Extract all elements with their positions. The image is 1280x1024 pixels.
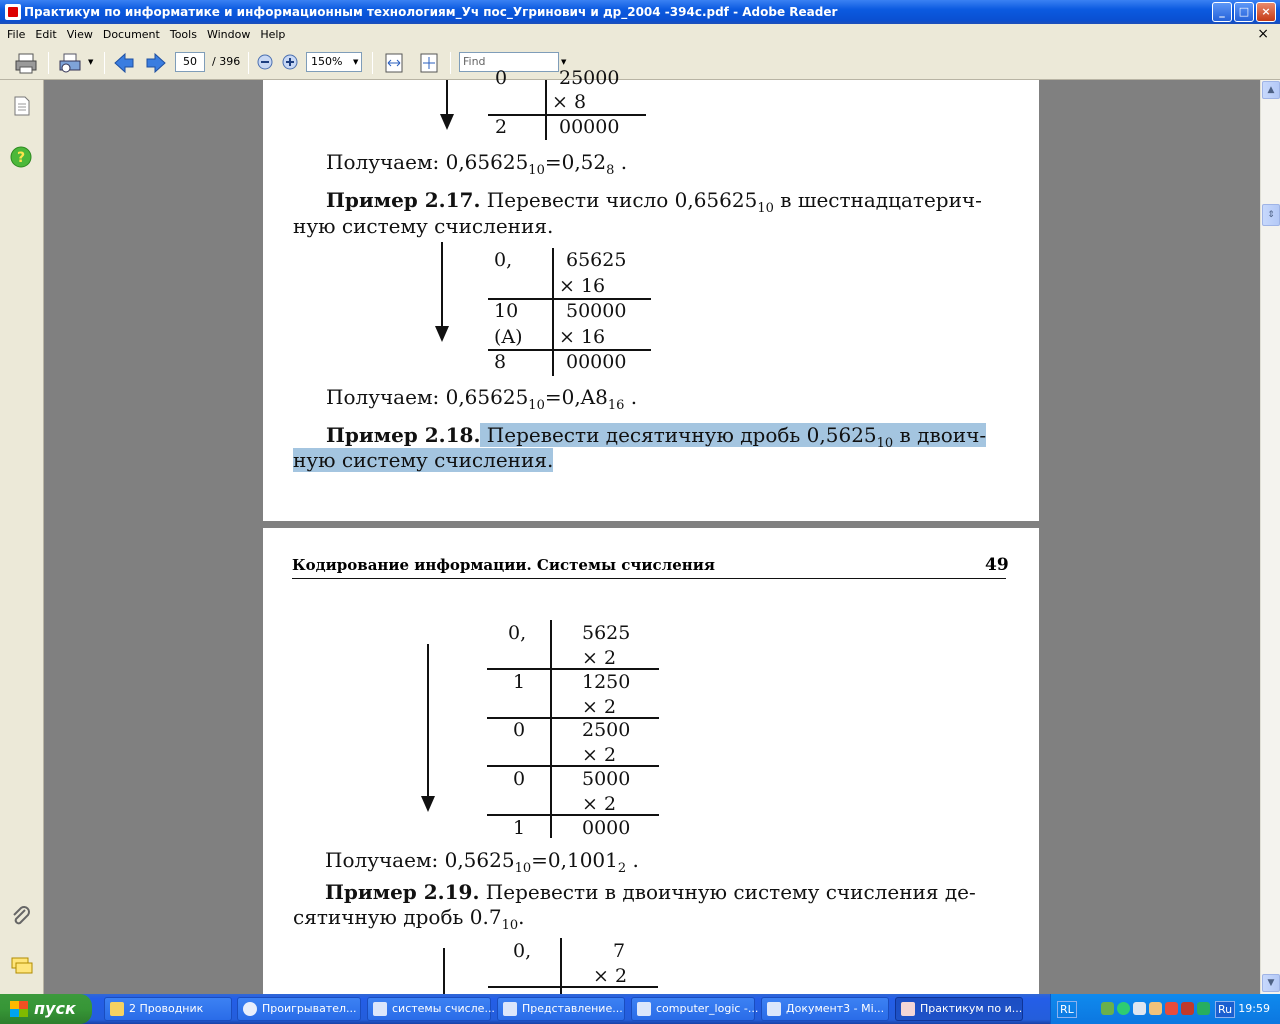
table-divider bbox=[545, 80, 547, 140]
example-text: сятичную дробь $0.7_{10}$. bbox=[293, 905, 525, 933]
keyboard-layout-indicator[interactable]: Ru bbox=[1215, 1001, 1235, 1018]
table-cell: 0 bbox=[513, 768, 526, 790]
taskbar-item[interactable]: системы счисле... bbox=[367, 997, 491, 1021]
chevron-down-icon[interactable]: ▼ bbox=[561, 58, 567, 66]
chevron-down-icon[interactable]: ▼ bbox=[353, 58, 359, 66]
arrow-head bbox=[421, 796, 435, 812]
table-cell: × 2 bbox=[582, 696, 617, 718]
document-view[interactable] bbox=[44, 67, 1260, 994]
table-cell: 5625 bbox=[582, 622, 631, 644]
zoom-select[interactable]: 150% bbox=[306, 52, 362, 72]
table-cell: 25000 bbox=[559, 67, 620, 89]
network-icon[interactable] bbox=[1101, 1002, 1114, 1015]
arrow-line bbox=[446, 80, 448, 116]
next-page-icon[interactable] bbox=[145, 52, 167, 74]
system-tray bbox=[1050, 994, 1280, 1024]
find-tools-icon[interactable] bbox=[58, 52, 84, 74]
pdf-page bbox=[263, 67, 1039, 521]
status-icon[interactable] bbox=[1117, 1002, 1130, 1015]
toolbar-separator bbox=[48, 52, 49, 74]
table-cell: 1250 bbox=[582, 671, 631, 693]
table-cell: × 2 bbox=[582, 744, 617, 766]
comments-icon[interactable] bbox=[10, 956, 34, 976]
table-cell: 0, bbox=[494, 249, 513, 271]
title-bar bbox=[0, 0, 1280, 24]
close-button[interactable]: × bbox=[1256, 2, 1276, 22]
page-number-input[interactable]: 50 bbox=[175, 52, 205, 72]
word-icon bbox=[767, 1002, 781, 1016]
fit-page-icon[interactable] bbox=[418, 52, 440, 74]
page-total: / 396 bbox=[212, 55, 241, 68]
table-cell: × 2 bbox=[593, 965, 628, 987]
table-cell: 0, bbox=[513, 940, 532, 962]
example-text: ную систему счисления. bbox=[293, 448, 554, 472]
word-icon bbox=[373, 1002, 387, 1016]
tray-app-icon[interactable] bbox=[1165, 1002, 1178, 1015]
table-cell: 00000 bbox=[559, 116, 620, 138]
chevron-down-icon[interactable]: ▼ bbox=[88, 58, 94, 66]
taskbar-item[interactable]: Документ3 - Mi... bbox=[761, 997, 889, 1021]
table-cell: 2500 bbox=[582, 719, 631, 741]
table-divider bbox=[487, 814, 659, 816]
clock: 19:59 bbox=[1238, 1002, 1270, 1015]
help-icon[interactable] bbox=[10, 146, 32, 168]
table-cell: 50000 bbox=[566, 300, 627, 322]
taskbar-item[interactable]: Проигрывател... bbox=[237, 997, 361, 1021]
fit-width-icon[interactable] bbox=[383, 52, 405, 74]
toolbar-separator bbox=[372, 52, 373, 74]
print-icon[interactable] bbox=[14, 52, 38, 74]
table-cell: 0 bbox=[495, 67, 508, 89]
running-header: Кодирование информации. Системы счисления bbox=[292, 556, 715, 574]
menu-bar bbox=[0, 24, 1280, 45]
table-divider bbox=[488, 986, 658, 988]
table-cell: 00000 bbox=[566, 351, 627, 373]
table-cell: 1 bbox=[513, 817, 526, 839]
word-icon bbox=[503, 1002, 517, 1016]
table-divider bbox=[487, 765, 659, 767]
svg-text:?: ? bbox=[16, 150, 26, 166]
table-cell: × 2 bbox=[582, 793, 617, 815]
arrow-line bbox=[441, 242, 443, 326]
table-cell: × 2 bbox=[582, 647, 617, 669]
menu-view[interactable]: View bbox=[66, 28, 93, 41]
menu-tools[interactable]: Tools bbox=[169, 28, 197, 41]
table-cell: (A) bbox=[494, 326, 523, 348]
antivirus-icon[interactable] bbox=[1181, 1002, 1194, 1015]
table-cell: 10 bbox=[494, 300, 519, 322]
media-player-icon bbox=[243, 1002, 257, 1016]
example-heading: Пример 2.18. Перевести десятичную дробь $0,5625_{10}$ в двоич- bbox=[326, 423, 987, 451]
menu-document[interactable]: Document bbox=[102, 28, 160, 41]
maximize-button[interactable]: □ bbox=[1234, 2, 1254, 22]
table-cell: × 16 bbox=[559, 275, 606, 297]
table-cell: 0 bbox=[513, 719, 526, 741]
menu-help[interactable]: Help bbox=[260, 28, 286, 41]
pdf-page bbox=[263, 528, 1039, 1008]
table-cell: 2 bbox=[495, 116, 508, 138]
minimize-button[interactable]: _ bbox=[1212, 2, 1232, 22]
table-cell: 7 bbox=[613, 940, 626, 962]
zoom-in-icon[interactable] bbox=[281, 53, 299, 71]
document-close-icon[interactable]: × bbox=[1257, 26, 1269, 42]
table-cell: 0, bbox=[508, 622, 527, 644]
adobe-reader-icon bbox=[5, 4, 21, 20]
table-cell: × 16 bbox=[559, 326, 606, 348]
header-rule bbox=[292, 578, 1006, 579]
example-text: ную систему счисления. bbox=[293, 214, 554, 238]
example-heading: Пример 2.19. Перевести в двоичную систему счисления де- bbox=[325, 880, 976, 904]
page-number: 49 bbox=[985, 555, 1009, 575]
table-cell: 1 bbox=[513, 671, 526, 693]
word-icon bbox=[637, 1002, 651, 1016]
taskbar bbox=[0, 994, 1280, 1024]
table-divider bbox=[487, 668, 659, 670]
tray-app-icon[interactable] bbox=[1149, 1002, 1162, 1015]
result-line: Получаем: $0,65625_{10}=0,A8_{16}$ . bbox=[326, 385, 638, 413]
tray-app-icon[interactable] bbox=[1197, 1002, 1210, 1015]
menu-window[interactable]: Window bbox=[206, 28, 251, 41]
scroll-thumb[interactable]: ⇕ bbox=[1262, 204, 1280, 226]
find-input[interactable]: Find bbox=[459, 52, 559, 72]
menu-file[interactable]: File bbox=[7, 28, 26, 41]
taskbar-item-active[interactable]: Практикум по и... bbox=[895, 997, 1023, 1021]
arrow-head bbox=[440, 114, 454, 130]
volume-icon[interactable] bbox=[1133, 1002, 1146, 1015]
attachments-icon[interactable] bbox=[10, 906, 32, 928]
folder-icon bbox=[110, 1002, 124, 1016]
start-button[interactable]: пуск bbox=[0, 994, 92, 1024]
zoom-out-icon[interactable] bbox=[256, 53, 274, 71]
result-line: Получаем: $0,5625_{10}=0,1001_2$ . bbox=[325, 848, 639, 876]
window-title: Практикум по информатике и информационным технологиям_Уч пос_Угринович и др_2004 -394с.pdf - Adobe Reader bbox=[24, 5, 838, 19]
menu-edit[interactable]: Edit bbox=[35, 28, 57, 41]
windows-logo-icon bbox=[10, 1001, 28, 1017]
language-indicator[interactable]: RL bbox=[1057, 1001, 1077, 1018]
table-divider bbox=[552, 248, 554, 376]
result-line: Получаем: $0,65625_{10}=0,52_8$ . bbox=[326, 150, 628, 178]
toolbar-separator bbox=[248, 52, 249, 74]
table-cell: × 8 bbox=[552, 91, 587, 113]
toolbar-separator bbox=[450, 52, 451, 74]
previous-page-icon[interactable] bbox=[113, 52, 135, 74]
pages-icon[interactable] bbox=[12, 95, 32, 117]
vertical-scrollbar[interactable] bbox=[1260, 80, 1280, 994]
scroll-down-button[interactable]: ▼ bbox=[1262, 974, 1280, 992]
arrow-head bbox=[435, 326, 449, 342]
navigation-panel bbox=[0, 80, 44, 994]
arrow-line bbox=[427, 644, 429, 799]
taskbar-item[interactable]: computer_logic -... bbox=[631, 997, 755, 1021]
table-divider bbox=[550, 620, 552, 838]
table-cell: 65625 bbox=[566, 249, 627, 271]
taskbar-item[interactable]: Представление... bbox=[497, 997, 625, 1021]
adobe-reader-icon bbox=[901, 1002, 915, 1016]
table-cell: 0000 bbox=[582, 817, 631, 839]
table-cell: 8 bbox=[494, 351, 507, 373]
scroll-up-button[interactable]: ▲ bbox=[1262, 81, 1280, 99]
table-cell: 5000 bbox=[582, 768, 631, 790]
example-heading: Пример 2.17. Перевести число $0,65625_{10}$ в шестнадцатерич- bbox=[326, 188, 982, 216]
toolbar-separator bbox=[104, 52, 105, 74]
taskbar-item[interactable]: 2 Проводник bbox=[104, 997, 232, 1021]
